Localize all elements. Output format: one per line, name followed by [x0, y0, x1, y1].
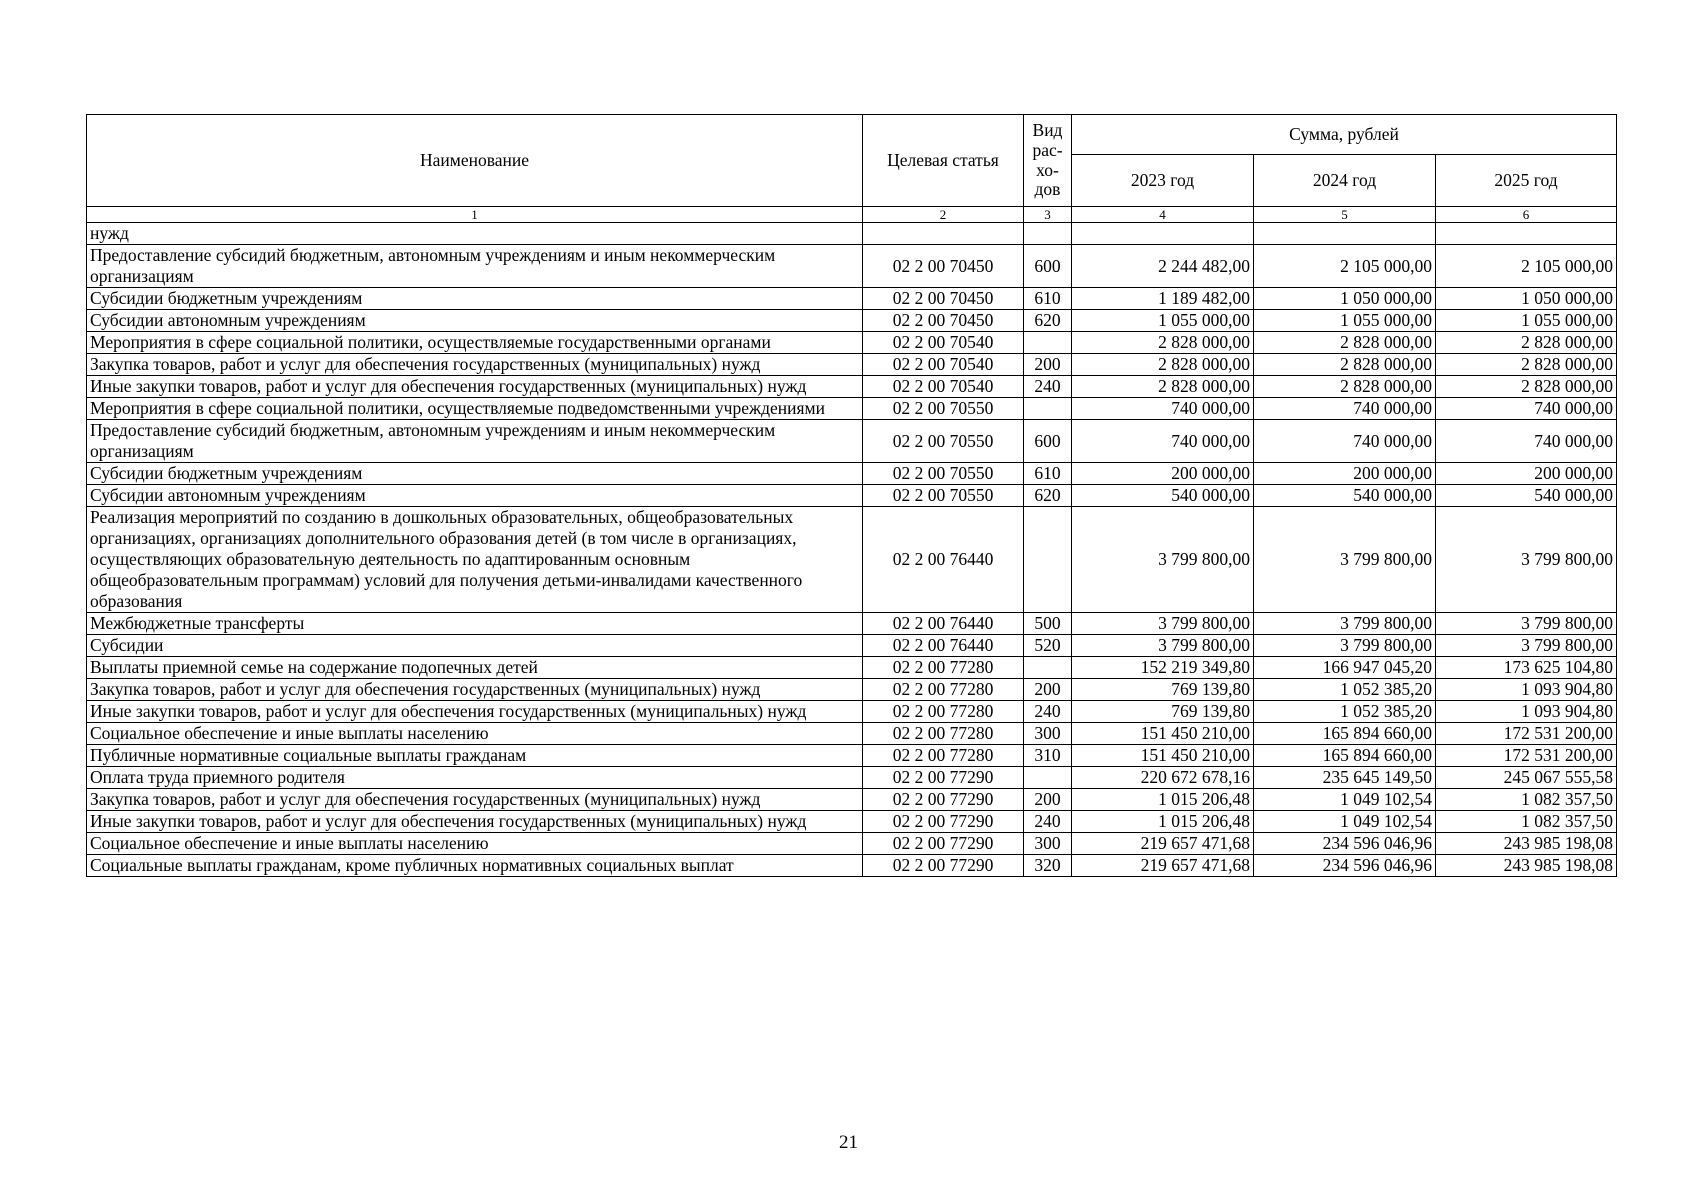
table-row — [87, 332, 1617, 354]
amount-2023: 1 189 482,00 — [1072, 288, 1254, 310]
expense-type-code — [1024, 657, 1072, 679]
column-number: 4 — [1072, 207, 1254, 223]
amount-2023: 219 657 471,68 — [1072, 855, 1254, 877]
amount-2023: 152 219 349,80 — [1072, 657, 1254, 679]
expense-type-code — [1024, 398, 1072, 420]
table-row — [87, 420, 1617, 463]
expense-type-code: 300 — [1024, 833, 1072, 855]
table-row — [87, 354, 1617, 376]
table-row — [87, 723, 1617, 745]
target-article-code: 02 2 00 77280 — [863, 679, 1024, 701]
amount-2024 — [1254, 223, 1436, 245]
row-name: Реализация мероприятий по созданию в дошкольных образовательных, общеобразовательных организациях, организациях дополнительного образования детей (в том числе в организациях, осуществляющих образовательную деятельность по адаптированным основным общеобразовательным программам) условий для получения детьми-инвалидами качественного образования — [87, 507, 863, 613]
row-name: Иные закупки товаров, работ и услуг для обеспечения государственных (муниципальных) нужд — [87, 811, 863, 833]
expense-type-code — [1024, 767, 1072, 789]
amount-2023: 3 799 800,00 — [1072, 635, 1254, 657]
expense-type-code: 610 — [1024, 463, 1072, 485]
row-name: Закупка товаров, работ и услуг для обеспечения государственных (муниципальных) нужд — [87, 354, 863, 376]
row-name: Публичные нормативные социальные выплаты гражданам — [87, 745, 863, 767]
table-row — [87, 789, 1617, 811]
amount-2024: 1 050 000,00 — [1254, 288, 1436, 310]
amount-2024: 200 000,00 — [1254, 463, 1436, 485]
header-year-2024: 2024 год — [1254, 155, 1436, 207]
header-year-2025: 2025 год — [1436, 155, 1617, 207]
column-numbers-row — [87, 207, 1617, 223]
target-article-code: 02 2 00 77290 — [863, 767, 1024, 789]
table-row — [87, 635, 1617, 657]
amount-2023: 3 799 800,00 — [1072, 507, 1254, 613]
target-article-code: 02 2 00 77290 — [863, 789, 1024, 811]
amount-2024: 165 894 660,00 — [1254, 745, 1436, 767]
expense-type-code — [1024, 223, 1072, 245]
amount-2025: 1 055 000,00 — [1436, 310, 1617, 332]
budget-table — [86, 114, 1617, 877]
row-name: Предоставление субсидий бюджетным, автономным учреждениям и иным некоммерческим организациям — [87, 420, 863, 463]
row-name: Иные закупки товаров, работ и услуг для обеспечения государственных (муниципальных) нужд — [87, 376, 863, 398]
header-year-2023: 2023 год — [1072, 155, 1254, 207]
target-article-code: 02 2 00 70550 — [863, 463, 1024, 485]
table-row — [87, 463, 1617, 485]
target-article-code: 02 2 00 76440 — [863, 635, 1024, 657]
table-row — [87, 376, 1617, 398]
amount-2024: 740 000,00 — [1254, 420, 1436, 463]
table-row — [87, 855, 1617, 877]
table-row — [87, 398, 1617, 420]
amount-2023: 2 828 000,00 — [1072, 376, 1254, 398]
amount-2024: 1 052 385,20 — [1254, 701, 1436, 723]
table-row — [87, 507, 1617, 613]
table-row — [87, 288, 1617, 310]
column-number: 5 — [1254, 207, 1436, 223]
target-article-code: 02 2 00 70540 — [863, 332, 1024, 354]
header-target-article: Целевая статья — [863, 115, 1024, 207]
amount-2024: 2 105 000,00 — [1254, 245, 1436, 288]
table-row — [87, 767, 1617, 789]
amount-2025: 740 000,00 — [1436, 398, 1617, 420]
expense-type-code: 300 — [1024, 723, 1072, 745]
amount-2023: 151 450 210,00 — [1072, 745, 1254, 767]
amount-2023: 1 015 206,48 — [1072, 789, 1254, 811]
amount-2023: 2 244 482,00 — [1072, 245, 1254, 288]
amount-2023: 540 000,00 — [1072, 485, 1254, 507]
target-article-code: 02 2 00 76440 — [863, 613, 1024, 635]
column-number: 1 — [87, 207, 863, 223]
expense-type-code: 310 — [1024, 745, 1072, 767]
amount-2025: 2 828 000,00 — [1436, 332, 1617, 354]
table-row — [87, 745, 1617, 767]
column-number: 2 — [863, 207, 1024, 223]
amount-2023: 2 828 000,00 — [1072, 354, 1254, 376]
amount-2023: 769 139,80 — [1072, 701, 1254, 723]
row-name: Мероприятия в сфере социальной политики, осуществляемые подведомственными учреждениями — [87, 398, 863, 420]
amount-2023: 2 828 000,00 — [1072, 332, 1254, 354]
amount-2025: 540 000,00 — [1436, 485, 1617, 507]
amount-2024: 540 000,00 — [1254, 485, 1436, 507]
amount-2025: 172 531 200,00 — [1436, 723, 1617, 745]
target-article-code: 02 2 00 77290 — [863, 811, 1024, 833]
amount-2024: 165 894 660,00 — [1254, 723, 1436, 745]
expense-type-code: 600 — [1024, 420, 1072, 463]
amount-2025: 3 799 800,00 — [1436, 635, 1617, 657]
column-number: 3 — [1024, 207, 1072, 223]
amount-2024: 1 052 385,20 — [1254, 679, 1436, 701]
table-row — [87, 223, 1617, 245]
amount-2025: 2 105 000,00 — [1436, 245, 1617, 288]
row-name: Социальные выплаты гражданам, кроме публичных нормативных социальных выплат — [87, 855, 863, 877]
expense-type-code — [1024, 332, 1072, 354]
column-number: 6 — [1436, 207, 1617, 223]
amount-2024: 3 799 800,00 — [1254, 507, 1436, 613]
amount-2024: 1 055 000,00 — [1254, 310, 1436, 332]
expense-type-code — [1024, 507, 1072, 613]
row-name: Выплаты приемной семье на содержание подопечных детей — [87, 657, 863, 679]
table-row — [87, 310, 1617, 332]
amount-2024: 3 799 800,00 — [1254, 613, 1436, 635]
amount-2025: 1 082 357,50 — [1436, 789, 1617, 811]
amount-2025: 1 093 904,80 — [1436, 701, 1617, 723]
amount-2025: 173 625 104,80 — [1436, 657, 1617, 679]
amount-2024: 234 596 046,96 — [1254, 855, 1436, 877]
amount-2025 — [1436, 223, 1617, 245]
target-article-code: 02 2 00 70450 — [863, 288, 1024, 310]
amount-2023: 769 139,80 — [1072, 679, 1254, 701]
target-article-code: 02 2 00 70550 — [863, 398, 1024, 420]
amount-2023: 200 000,00 — [1072, 463, 1254, 485]
row-name: Предоставление субсидий бюджетным, автономным учреждениям и иным некоммерческим организациям — [87, 245, 863, 288]
row-name: Субсидии автономным учреждениям — [87, 485, 863, 507]
target-article-code: 02 2 00 77280 — [863, 701, 1024, 723]
table-row — [87, 811, 1617, 833]
row-name: Субсидии бюджетным учреждениям — [87, 463, 863, 485]
amount-2025: 245 067 555,58 — [1436, 767, 1617, 789]
row-name: нужд — [87, 223, 863, 245]
amount-2025: 243 985 198,08 — [1436, 833, 1617, 855]
amount-2025: 2 828 000,00 — [1436, 376, 1617, 398]
expense-type-code: 620 — [1024, 310, 1072, 332]
table-row — [87, 679, 1617, 701]
table-body — [87, 223, 1617, 877]
expense-type-code: 240 — [1024, 811, 1072, 833]
target-article-code: 02 2 00 70450 — [863, 310, 1024, 332]
target-article-code: 02 2 00 70550 — [863, 420, 1024, 463]
expense-type-code: 610 — [1024, 288, 1072, 310]
target-article-code: 02 2 00 76440 — [863, 507, 1024, 613]
row-name: Закупка товаров, работ и услуг для обеспечения государственных (муниципальных) нужд — [87, 679, 863, 701]
amount-2025: 200 000,00 — [1436, 463, 1617, 485]
row-name: Субсидии автономным учреждениям — [87, 310, 863, 332]
amount-2025: 1 093 904,80 — [1436, 679, 1617, 701]
amount-2023 — [1072, 223, 1254, 245]
amount-2024: 235 645 149,50 — [1254, 767, 1436, 789]
amount-2024: 2 828 000,00 — [1254, 376, 1436, 398]
amount-2025: 1 050 000,00 — [1436, 288, 1617, 310]
amount-2025: 740 000,00 — [1436, 420, 1617, 463]
amount-2023: 3 799 800,00 — [1072, 613, 1254, 635]
row-name: Субсидии — [87, 635, 863, 657]
expense-type-code: 520 — [1024, 635, 1072, 657]
amount-2023: 1 015 206,48 — [1072, 811, 1254, 833]
table-row — [87, 613, 1617, 635]
amount-2023: 740 000,00 — [1072, 420, 1254, 463]
row-name: Закупка товаров, работ и услуг для обеспечения государственных (муниципальных) нужд — [87, 789, 863, 811]
target-article-code: 02 2 00 77290 — [863, 833, 1024, 855]
expense-type-code: 500 — [1024, 613, 1072, 635]
expense-type-code: 240 — [1024, 701, 1072, 723]
expense-type-code: 600 — [1024, 245, 1072, 288]
row-name: Оплата труда приемного родителя — [87, 767, 863, 789]
expense-type-code: 200 — [1024, 789, 1072, 811]
target-article-code: 02 2 00 70550 — [863, 485, 1024, 507]
target-article-code: 02 2 00 70450 — [863, 245, 1024, 288]
amount-2023: 220 672 678,16 — [1072, 767, 1254, 789]
amount-2024: 1 049 102,54 — [1254, 789, 1436, 811]
target-article-code: 02 2 00 77280 — [863, 745, 1024, 767]
table-row — [87, 701, 1617, 723]
expense-type-code: 200 — [1024, 679, 1072, 701]
target-article-code — [863, 223, 1024, 245]
header-name: Наименование — [87, 115, 863, 207]
amount-2024: 234 596 046,96 — [1254, 833, 1436, 855]
expense-type-code: 620 — [1024, 485, 1072, 507]
amount-2023: 151 450 210,00 — [1072, 723, 1254, 745]
amount-2023: 1 055 000,00 — [1072, 310, 1254, 332]
target-article-code: 02 2 00 77280 — [863, 723, 1024, 745]
table-row — [87, 245, 1617, 288]
header-sum: Сумма, рублей — [1072, 115, 1617, 155]
row-name: Иные закупки товаров, работ и услуг для обеспечения государственных (муниципальных) нужд — [87, 701, 863, 723]
amount-2025: 172 531 200,00 — [1436, 745, 1617, 767]
expense-type-code: 320 — [1024, 855, 1072, 877]
row-name: Субсидии бюджетным учреждениям — [87, 288, 863, 310]
amount-2024: 3 799 800,00 — [1254, 635, 1436, 657]
amount-2024: 166 947 045,20 — [1254, 657, 1436, 679]
amount-2025: 3 799 800,00 — [1436, 613, 1617, 635]
amount-2024: 2 828 000,00 — [1254, 332, 1436, 354]
amount-2025: 3 799 800,00 — [1436, 507, 1617, 613]
amount-2024: 740 000,00 — [1254, 398, 1436, 420]
target-article-code: 02 2 00 70540 — [863, 354, 1024, 376]
expense-type-code: 240 — [1024, 376, 1072, 398]
row-name: Социальное обеспечение и иные выплаты населению — [87, 723, 863, 745]
page-number: 21 — [839, 1132, 858, 1153]
table-row — [87, 485, 1617, 507]
target-article-code: 02 2 00 77290 — [863, 855, 1024, 877]
amount-2025: 2 828 000,00 — [1436, 354, 1617, 376]
target-article-code: 02 2 00 77280 — [863, 657, 1024, 679]
expense-type-code: 200 — [1024, 354, 1072, 376]
row-name: Мероприятия в сфере социальной политики, осуществляемые государственными органами — [87, 332, 863, 354]
table-row — [87, 833, 1617, 855]
amount-2024: 2 828 000,00 — [1254, 354, 1436, 376]
amount-2024: 1 049 102,54 — [1254, 811, 1436, 833]
amount-2023: 219 657 471,68 — [1072, 833, 1254, 855]
target-article-code: 02 2 00 70540 — [863, 376, 1024, 398]
header-expense-type: Вид рас-хо-дов — [1024, 115, 1072, 207]
table-row — [87, 657, 1617, 679]
amount-2025: 243 985 198,08 — [1436, 855, 1617, 877]
row-name: Социальное обеспечение и иные выплаты населению — [87, 833, 863, 855]
amount-2023: 740 000,00 — [1072, 398, 1254, 420]
amount-2025: 1 082 357,50 — [1436, 811, 1617, 833]
row-name: Межбюджетные трансферты — [87, 613, 863, 635]
